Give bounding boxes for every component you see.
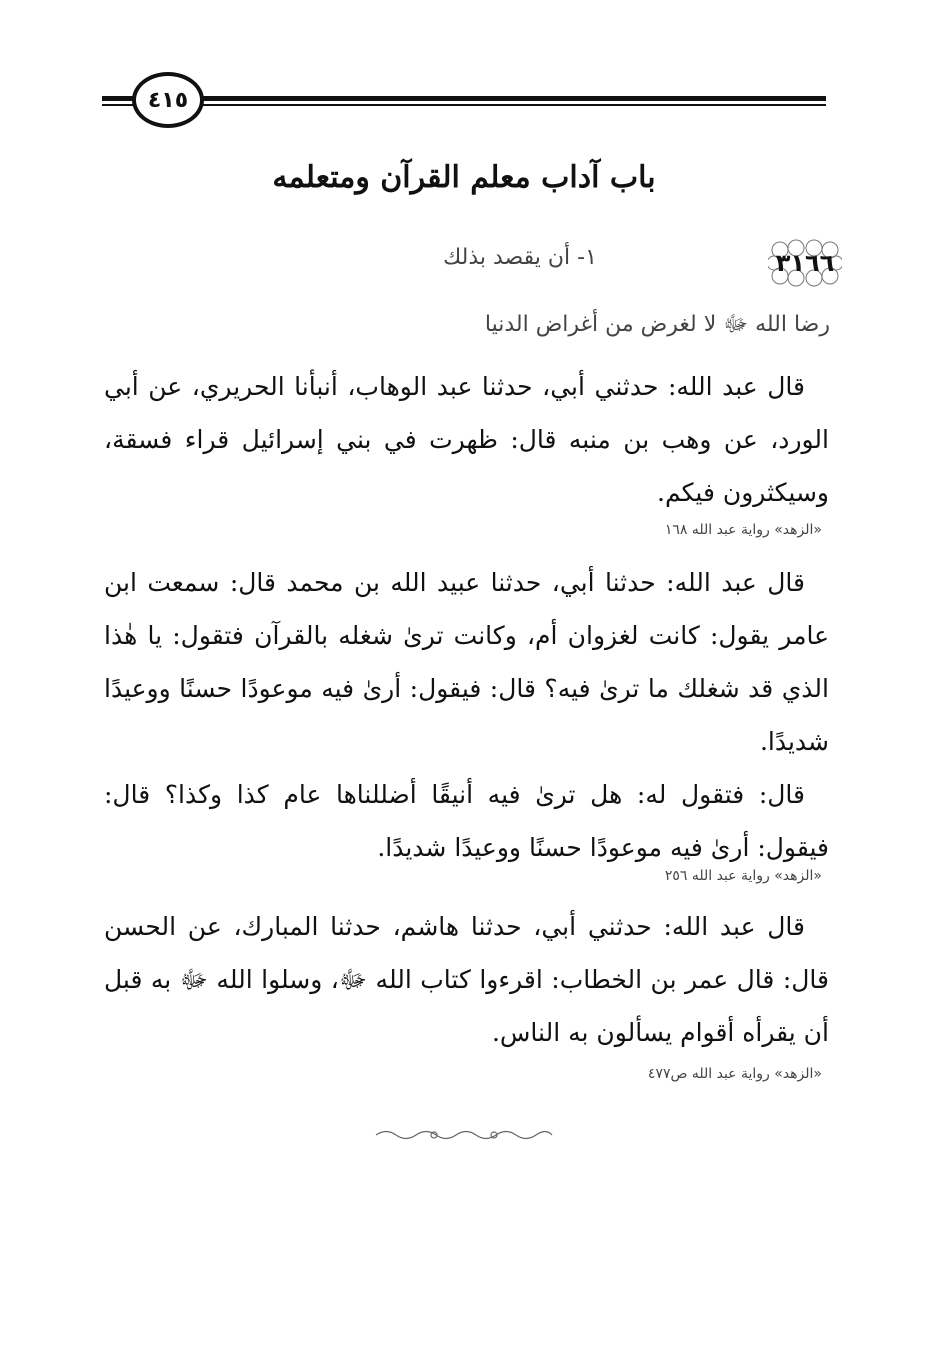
section-heading: ١- أن يقصد بذلك: [443, 245, 597, 270]
narration-paragraph: قال عبد الله: حدثني أبي، حدثنا هاشم، حدثنا المبارك، عن الحسن قال: قال عمر بن الخطاب: اقرءوا كتاب الله ﷻ، وسلوا الله ﷻ به قبل أن يقرأه أقوام يسألون به الناس.: [104, 912, 829, 1047]
source-note-3: «الزهد» رواية عبد الله ص٤٧٧: [647, 1066, 822, 1082]
section-number-badge: [768, 238, 842, 288]
source-note-2: «الزهد» رواية عبد الله ٢٥٦: [664, 868, 822, 884]
page-number-badge: [132, 72, 204, 128]
section-number: ٣١٦٦: [775, 249, 835, 277]
end-ornament-icon: [374, 1128, 554, 1142]
header-rule-thin: [102, 104, 826, 106]
narration-paragraph: قال: فتقول له: هل ترىٰ فيه أنيقًا أضللناها عام كذا وكذا؟ قال: فيقول: أرىٰ فيه موعودًا حسنًا ووعيدًا شديدًا.: [104, 780, 829, 862]
header-rule-thick: [102, 96, 826, 101]
chapter-title: باب آداب معلم القرآن ومتعلمه: [272, 160, 656, 195]
narration-2: [104, 556, 829, 874]
narration-3: [104, 900, 829, 1059]
section-subheading: رضا الله ﷻ لا لغرض من أغراض الدنيا: [484, 312, 830, 337]
page-header: [0, 0, 928, 150]
page-number: ٤١٥: [147, 87, 189, 113]
source-note-1: «الزهد» رواية عبد الله ١٦٨: [664, 522, 822, 538]
narration-paragraph: قال عبد الله: حدثني أبي، حدثنا عبد الوهاب، أنبأنا الحريري، عن أبي الورد، عن وهب بن منبه قال: ظهرت في بني إسرائيل قراء فسقة، وسيكثرون فيكم.: [104, 372, 829, 507]
narration-1: [104, 360, 829, 519]
narration-paragraph: قال عبد الله: حدثنا أبي، حدثنا عبيد الله بن محمد قال: سمعت ابن عامر يقول: كانت لغزوان أم، وكانت ترىٰ شغله بالقرآن فتقول: يا هٰذا الذي قد شغلك ما ترىٰ فيه؟ قال: فيقول: أرىٰ فيه موعودًا حسنًا ووعيدًا شديدًا.: [104, 568, 829, 756]
